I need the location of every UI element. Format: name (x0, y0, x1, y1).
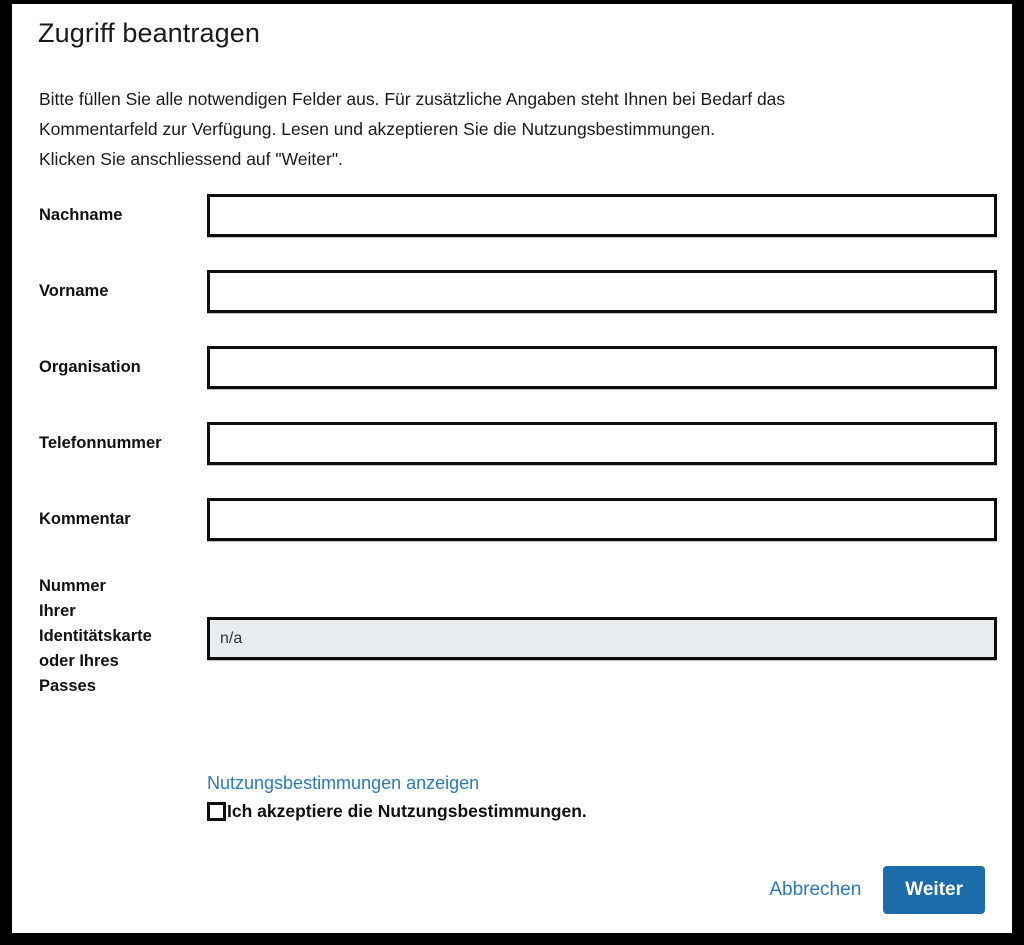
form-row-telefonnummer (12, 422, 1012, 498)
accept-terms-row (207, 801, 587, 822)
form-row-nachname (12, 194, 1012, 270)
input-identity-number (207, 617, 997, 660)
label-nachname: Nachname (39, 206, 123, 224)
label-telefonnummer: Telefonnummer (39, 434, 162, 452)
accept-terms-label: Ich akzeptiere die Nutzungsbestimmungen. (227, 801, 587, 821)
form-row-kommentar (12, 498, 1012, 574)
request-access-dialog (12, 4, 1012, 933)
label-vorname: Vorname (39, 282, 109, 300)
input-nachname[interactable] (207, 194, 997, 237)
label-identity-number (39, 574, 189, 699)
input-organisation[interactable] (207, 346, 997, 389)
form-row-vorname (12, 270, 1012, 346)
dialog-footer (769, 866, 985, 914)
intro-line-1: Bitte füllen Sie alle notwendigen Felder aus. Für zusätzliche Angaben steht Ihnen bei Bedarf das (39, 89, 786, 109)
label-identity-line-3: Identitätskarte (39, 627, 152, 645)
next-button[interactable]: Weiter (883, 866, 985, 914)
input-telefonnummer[interactable] (207, 422, 997, 465)
form-row-organisation (12, 346, 1012, 422)
intro-line-2: Kommentarfeld zur Verfügung. Lesen und akzeptieren Sie die Nutzungsbestimmungen. (39, 119, 716, 139)
input-kommentar[interactable] (207, 498, 997, 541)
cancel-button[interactable]: Abbrechen (769, 879, 883, 901)
form-row-identity-number (12, 574, 1012, 724)
input-vorname[interactable] (207, 270, 997, 313)
intro-text (39, 84, 969, 174)
label-identity-line-2: Ihrer (39, 602, 76, 620)
access-request-form (12, 194, 1012, 724)
terms-section (207, 770, 587, 822)
page-title: Zugriff beantragen (38, 18, 260, 48)
accept-terms-checkbox[interactable] (207, 802, 226, 821)
label-identity-line-5: Passes (39, 677, 96, 695)
label-identity-line-1: Nummer (39, 577, 106, 595)
intro-line-3: Klicken Sie anschliessend auf "Weiter". (39, 149, 343, 169)
label-kommentar: Kommentar (39, 510, 131, 528)
label-organisation: Organisation (39, 358, 141, 376)
label-identity-line-4: oder Ihres (39, 652, 119, 670)
show-terms-link[interactable]: Nutzungsbestimmungen anzeigen (207, 773, 480, 793)
